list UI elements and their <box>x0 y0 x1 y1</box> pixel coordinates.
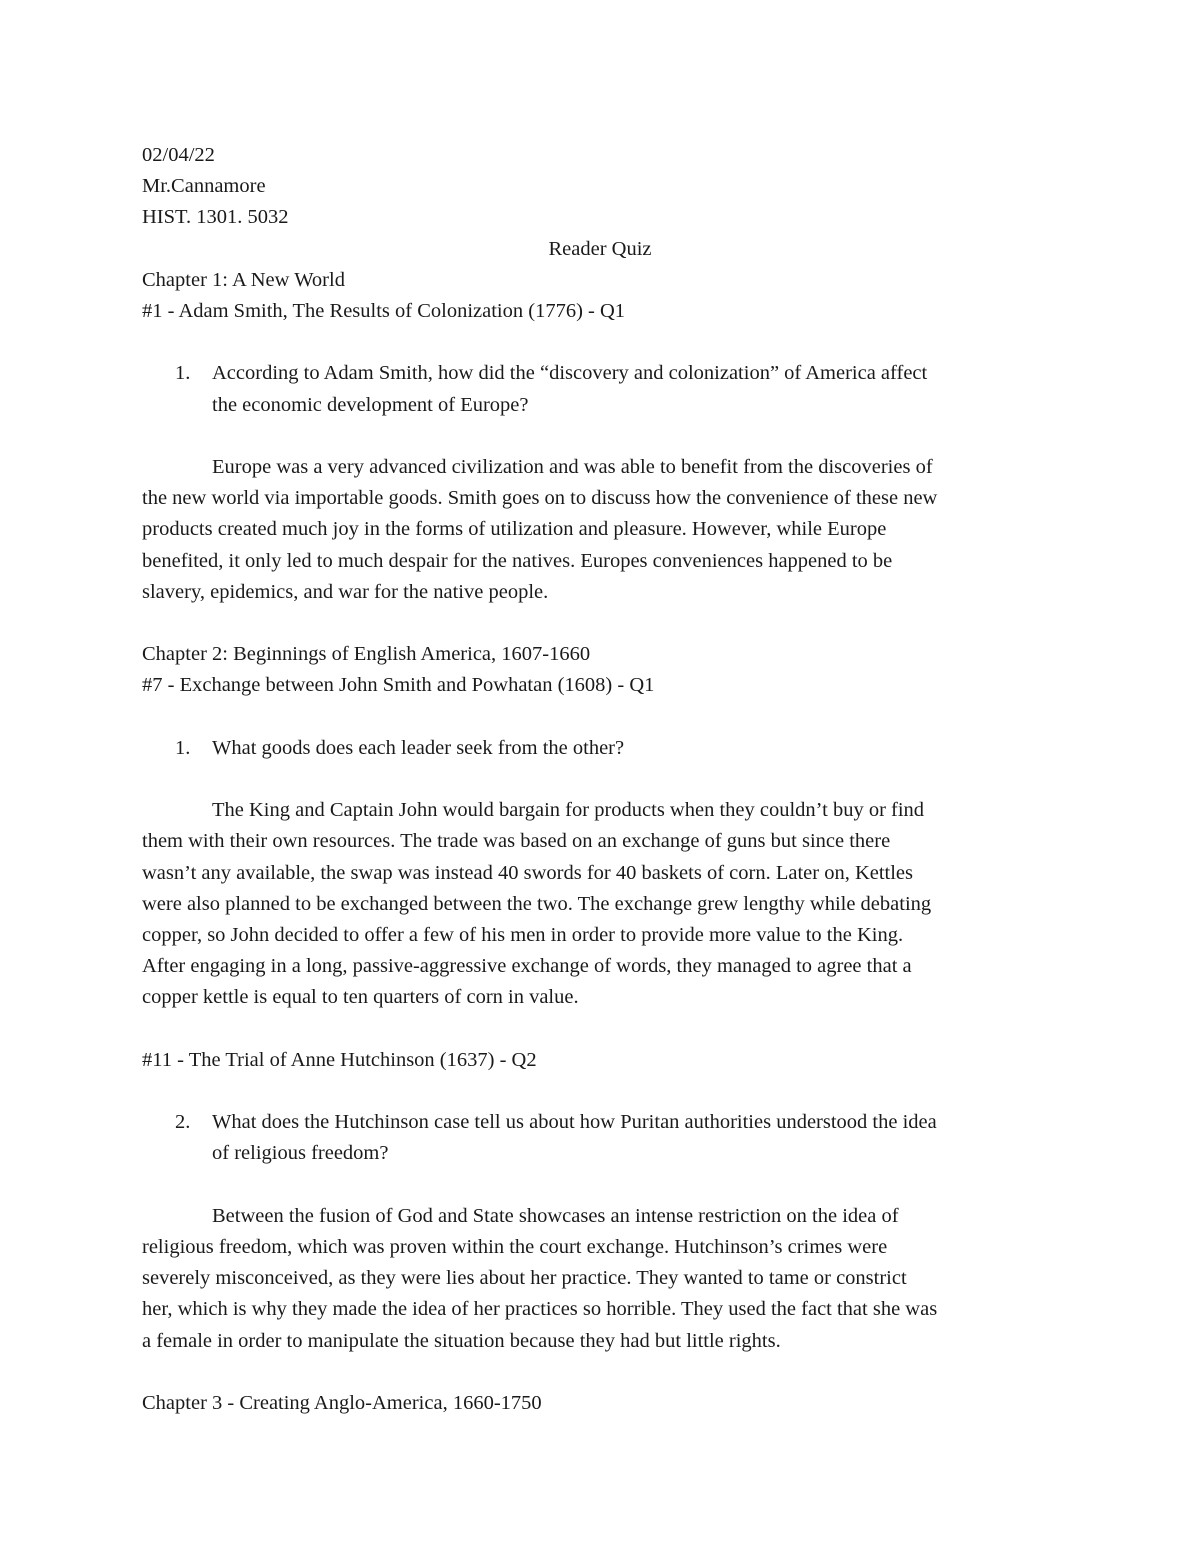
spacer <box>142 327 1062 358</box>
question-text <box>212 358 1062 420</box>
question-line: What does the Hutchinson case tell us about how Puritan authorities understood the idea <box>212 1111 937 1134</box>
answer-line: severely misconceived, as they were lies about her practice. They wanted to tame or constrict <box>142 1267 907 1290</box>
spacer <box>142 421 1062 452</box>
answer-line: a female in order to manipulate the situation because they had but little rights. <box>142 1329 781 1352</box>
teacher-line: Mr.Cannamore <box>142 175 266 198</box>
question-3 <box>142 1107 1062 1169</box>
spacer <box>142 702 1062 733</box>
spacer <box>142 608 1062 639</box>
answer-3 <box>142 1201 1062 1357</box>
question-1 <box>142 358 1062 420</box>
course-line: HIST. 1301. 5032 <box>142 206 289 229</box>
answer-line: were also planned to be exchanged between the two. The exchange grew lengthy while debating <box>142 892 932 915</box>
answer-line: Between the fusion of God and State showcases an intense restriction on the idea of <box>212 1204 899 1227</box>
question-line: of religious freedom? <box>212 1142 389 1165</box>
answer-line: copper, so John decided to offer a few of his men in order to provide more value to the King. <box>142 924 904 946</box>
answer-line: religious freedom, which was proven within the court exchange. Hutchinson’s crimes were <box>142 1235 888 1258</box>
answer-line: slavery, epidemics, and war for the native people. <box>142 580 549 603</box>
answer-line: Europe was a very advanced civilization and was able to benefit from the discoveries of <box>212 456 933 478</box>
answer-line: her, which is why they made the idea of her practices so horrible. They used the fact that she was <box>142 1298 938 1321</box>
question-number: 2. <box>175 1111 191 1134</box>
answer-line: After engaging in a long, passive-aggressive exchange of words, they managed to agree that a <box>142 955 912 978</box>
answer-line: copper kettle is equal to ten quarters of corn in value. <box>142 986 579 1009</box>
reading-7-heading: #7 - Exchange between John Smith and Powhatan (1608) - Q1 <box>142 674 655 697</box>
spacer <box>142 1357 1062 1388</box>
chapter-2-heading: Chapter 2: Beginnings of English America, 1607-1660 <box>142 643 591 666</box>
spacer <box>142 764 1062 795</box>
question-text <box>212 1107 1062 1169</box>
answer-line: The King and Captain John would bargain for products when they couldn’t buy or find <box>212 799 925 822</box>
chapter-1-heading: Chapter 1: A New World <box>142 268 345 291</box>
document-title: Reader Quiz <box>548 237 652 260</box>
answer-line: the new world via importable goods. Smith goes on to discuss how the convenience of these new <box>142 487 938 510</box>
question-line: According to Adam Smith, how did the “discovery and colonization” of America affect <box>212 362 928 385</box>
chapter-3-heading: Chapter 3 - Creating Anglo-America, 1660-1750 <box>142 1391 542 1414</box>
spacer <box>142 1170 1062 1201</box>
answer-line: them with their own resources. The trade was based on an exchange of guns but since there <box>142 830 891 853</box>
answer-1 <box>142 452 1062 608</box>
question-2 <box>142 733 1062 764</box>
question-number: 1. <box>175 362 191 385</box>
document-body <box>142 140 1062 1419</box>
answer-2 <box>142 795 1062 1013</box>
spacer <box>142 1076 1062 1107</box>
question-number: 1. <box>175 736 191 759</box>
question-line: the economic development of Europe? <box>212 393 529 416</box>
spacer <box>142 1014 1062 1045</box>
reading-11-heading: #11 - The Trial of Anne Hutchinson (1637) - Q2 <box>142 1048 537 1071</box>
reading-1-heading: #1 - Adam Smith, The Results of Colonization (1776) - Q1 <box>142 300 626 323</box>
question-text <box>212 733 1062 764</box>
date-line: 02/04/22 <box>142 144 215 166</box>
answer-line: benefited, it only led to much despair for the natives. Europes conveniences happened to be <box>142 549 893 572</box>
question-line: What goods does each leader seek from the other? <box>212 736 625 759</box>
answer-line: wasn’t any available, the swap was instead 40 swords for 40 baskets of corn. Later on, Kettles <box>142 861 914 884</box>
answer-line: products created much joy in the forms of utilization and pleasure. However, while Europe <box>142 518 887 541</box>
